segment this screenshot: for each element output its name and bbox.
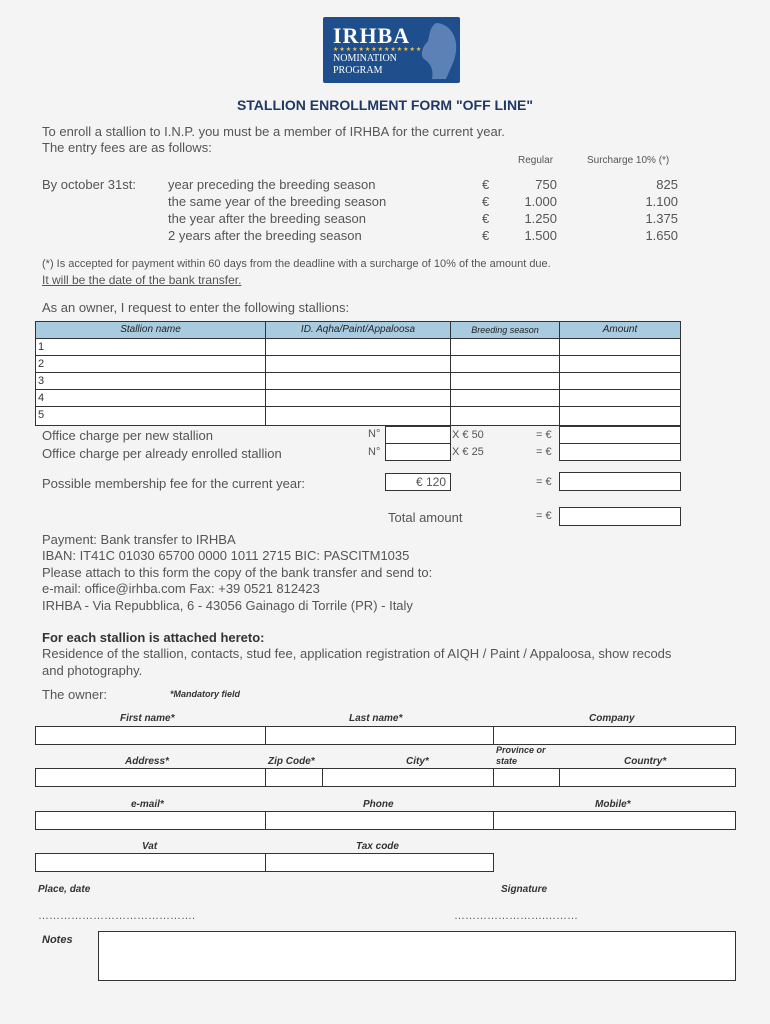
fee-surcharge: 1.100 bbox=[645, 194, 678, 209]
province-label: Province or bbox=[496, 745, 546, 755]
mobile-label: Mobile* bbox=[595, 799, 631, 810]
attached-heading: For each stallion is attached hereto: bbox=[42, 630, 265, 645]
amount-field[interactable] bbox=[559, 338, 681, 356]
currency-sign: € bbox=[482, 177, 490, 192]
fee-regular: 1.000 bbox=[524, 194, 557, 209]
province-field[interactable] bbox=[493, 768, 560, 787]
mobile-field[interactable] bbox=[493, 811, 736, 830]
equals-euro: = € bbox=[536, 446, 552, 458]
stallion-name-field[interactable] bbox=[35, 406, 266, 426]
row-number: 1 bbox=[38, 341, 45, 353]
fee-period: the year after the breeding season bbox=[168, 211, 367, 226]
new-stallion-rate: X € 50 bbox=[452, 429, 484, 441]
amount-field[interactable] bbox=[559, 372, 681, 390]
fee-surcharge: 1.650 bbox=[645, 228, 678, 243]
country-label: Country* bbox=[624, 756, 667, 767]
breeding-season-field[interactable] bbox=[450, 338, 560, 356]
payment-line: Please attach to this form the copy of the bank transfer and send to: bbox=[42, 565, 433, 580]
payment-line: Payment: Bank transfer to IRHBA bbox=[42, 532, 236, 547]
signature-line[interactable]: …………………….……… bbox=[454, 910, 579, 922]
logo-name: IRHBA bbox=[333, 23, 411, 48]
fee-regular: 1.500 bbox=[524, 228, 557, 243]
row-number: 5 bbox=[38, 409, 45, 421]
amount-field[interactable] bbox=[559, 406, 681, 426]
tax-code-label: Tax code bbox=[356, 841, 399, 852]
total-amount-label: Total amount bbox=[388, 510, 463, 525]
fee-regular: 750 bbox=[535, 177, 557, 192]
signature-label: Signature bbox=[501, 884, 548, 895]
email-field[interactable] bbox=[35, 811, 266, 830]
fee-period: year preceding the breeding season bbox=[168, 177, 376, 192]
last-name-label: Last name* bbox=[349, 713, 403, 724]
breeding-season-field[interactable] bbox=[450, 372, 560, 390]
city-field[interactable] bbox=[322, 768, 494, 787]
total-amount-field[interactable] bbox=[559, 507, 681, 526]
mandatory-note: *Mandatory field bbox=[170, 689, 241, 699]
payment-line: IRHBA - Via Repubblica, 6 - 43056 Gainago di Torrile (PR) - Italy bbox=[42, 598, 413, 613]
first-name-field[interactable] bbox=[35, 726, 266, 745]
fee-period: 2 years after the breeding season bbox=[168, 228, 362, 243]
email-label: e-mail* bbox=[131, 799, 164, 810]
col-surcharge-header: Surcharge 10% (*) bbox=[587, 155, 670, 166]
stallion-id-field[interactable] bbox=[265, 406, 451, 426]
new-stallion-charge-label: Office charge per new stallion bbox=[42, 428, 214, 443]
stallion-id-field[interactable] bbox=[265, 389, 451, 407]
owner-label: The owner: bbox=[42, 687, 108, 702]
fee-deadline: By october 31st: bbox=[42, 177, 136, 192]
breeding-season-field[interactable] bbox=[450, 355, 560, 373]
currency-sign: € bbox=[482, 211, 490, 226]
stallion-id-field[interactable] bbox=[265, 338, 451, 356]
irhba-logo bbox=[323, 17, 460, 83]
enrolled-stallion-total-field[interactable] bbox=[559, 443, 681, 461]
phone-label: Phone bbox=[363, 799, 394, 810]
header-amount: Amount bbox=[559, 321, 681, 339]
company-field[interactable] bbox=[493, 726, 736, 745]
fee-period: the same year of the breeding season bbox=[168, 194, 387, 209]
intro-line2: The entry fees are as follows: bbox=[42, 140, 212, 155]
enrolled-stallion-charge-label: Office charge per already enrolled stallion bbox=[42, 446, 282, 461]
horse-head-icon bbox=[418, 21, 460, 81]
breeding-season-field[interactable] bbox=[450, 406, 560, 426]
header-breeding-season: Breeding season bbox=[450, 321, 560, 339]
country-field[interactable] bbox=[559, 768, 736, 787]
stallion-name-field[interactable] bbox=[35, 389, 266, 407]
notes-label: Notes bbox=[42, 934, 73, 946]
zip-code-field[interactable] bbox=[265, 768, 323, 787]
payment-line: IBAN: IT41C 01030 65700 0000 1011 2715 BIC: PASCITM1035 bbox=[42, 548, 410, 563]
fee-surcharge: 1.375 bbox=[645, 211, 678, 226]
enrolled-stallion-count-field[interactable] bbox=[385, 443, 451, 461]
city-label: City* bbox=[406, 756, 429, 767]
row-number: 4 bbox=[38, 392, 45, 404]
form-title: STALLION ENROLLMENT FORM "OFF LINE" bbox=[236, 97, 534, 113]
row-number: 3 bbox=[38, 375, 45, 387]
currency-sign: € bbox=[482, 228, 490, 243]
equals-euro: = € bbox=[536, 476, 552, 488]
notes-field[interactable] bbox=[98, 931, 736, 981]
stallion-id-field[interactable] bbox=[265, 372, 451, 390]
last-name-field[interactable] bbox=[265, 726, 494, 745]
company-label: Company bbox=[589, 713, 635, 724]
breeding-season-field[interactable] bbox=[450, 389, 560, 407]
number-label: N° bbox=[368, 446, 381, 458]
stallion-name-field[interactable] bbox=[35, 372, 266, 390]
membership-total-field[interactable] bbox=[559, 472, 681, 491]
first-name-label: First name* bbox=[120, 713, 175, 724]
fee-regular: 1.250 bbox=[524, 211, 557, 226]
fee-surcharge: 825 bbox=[656, 177, 678, 192]
attached-line1: Residence of the stallion, contacts, stud fee, application registration of AIQH / Paint / Appaloosa, show recods bbox=[42, 646, 672, 661]
membership-fee-value: € 120 bbox=[385, 473, 451, 491]
col-regular-header: Regular bbox=[518, 155, 554, 166]
equals-euro: = € bbox=[536, 429, 552, 441]
logo-stars: ★★★★★★★★★★★★★★ bbox=[333, 47, 423, 53]
zip-code-label: Zip Code* bbox=[268, 756, 315, 767]
amount-field[interactable] bbox=[559, 389, 681, 407]
new-stallion-total-field[interactable] bbox=[559, 426, 681, 444]
membership-fee-label: Possible membership fee for the current year: bbox=[42, 476, 306, 491]
logo-line2: PROGRAM bbox=[333, 65, 383, 76]
attached-line2: and photography. bbox=[42, 663, 143, 678]
currency-sign: € bbox=[482, 194, 490, 209]
header-stallion-name: Stallion name bbox=[35, 321, 266, 339]
stallion-id-field[interactable] bbox=[265, 355, 451, 373]
owner-request: As an owner, I request to enter the following stallions: bbox=[42, 300, 350, 315]
equals-euro: = € bbox=[536, 510, 552, 522]
address-field[interactable] bbox=[35, 768, 266, 787]
place-date-line[interactable]: ……………………………………. bbox=[38, 910, 196, 922]
row-number: 2 bbox=[38, 358, 45, 370]
stallion-name-field[interactable] bbox=[35, 338, 266, 356]
new-stallion-count-field[interactable] bbox=[385, 426, 451, 444]
stallion-name-field[interactable] bbox=[35, 355, 266, 373]
intro-line1: To enroll a stallion to I.N.P. you must be a member of IRHBA for the current year. bbox=[42, 124, 505, 139]
tax-code-field[interactable] bbox=[265, 853, 494, 872]
amount-field[interactable] bbox=[559, 355, 681, 373]
header-id: ID. Aqha/Paint/Appaloosa bbox=[265, 321, 451, 339]
surcharge-note: (*) Is accepted for payment within 60 days from the deadline with a surcharge of 10% of the amount due. bbox=[42, 258, 551, 270]
phone-field[interactable] bbox=[265, 811, 494, 830]
province-label-2: state bbox=[496, 756, 518, 766]
vat-label: Vat bbox=[142, 841, 158, 852]
place-date-label: Place, date bbox=[38, 884, 91, 895]
number-label: N° bbox=[368, 428, 381, 440]
payment-line: e-mail: office@irhba.com Fax: +39 0521 812423 bbox=[42, 581, 320, 596]
vat-field[interactable] bbox=[35, 853, 266, 872]
logo-line1: NOMINATION bbox=[333, 53, 397, 64]
surcharge-note-date: It will be the date of the bank transfer. bbox=[42, 273, 242, 287]
enrolled-stallion-rate: X € 25 bbox=[452, 446, 484, 458]
address-label: Address* bbox=[125, 756, 169, 767]
